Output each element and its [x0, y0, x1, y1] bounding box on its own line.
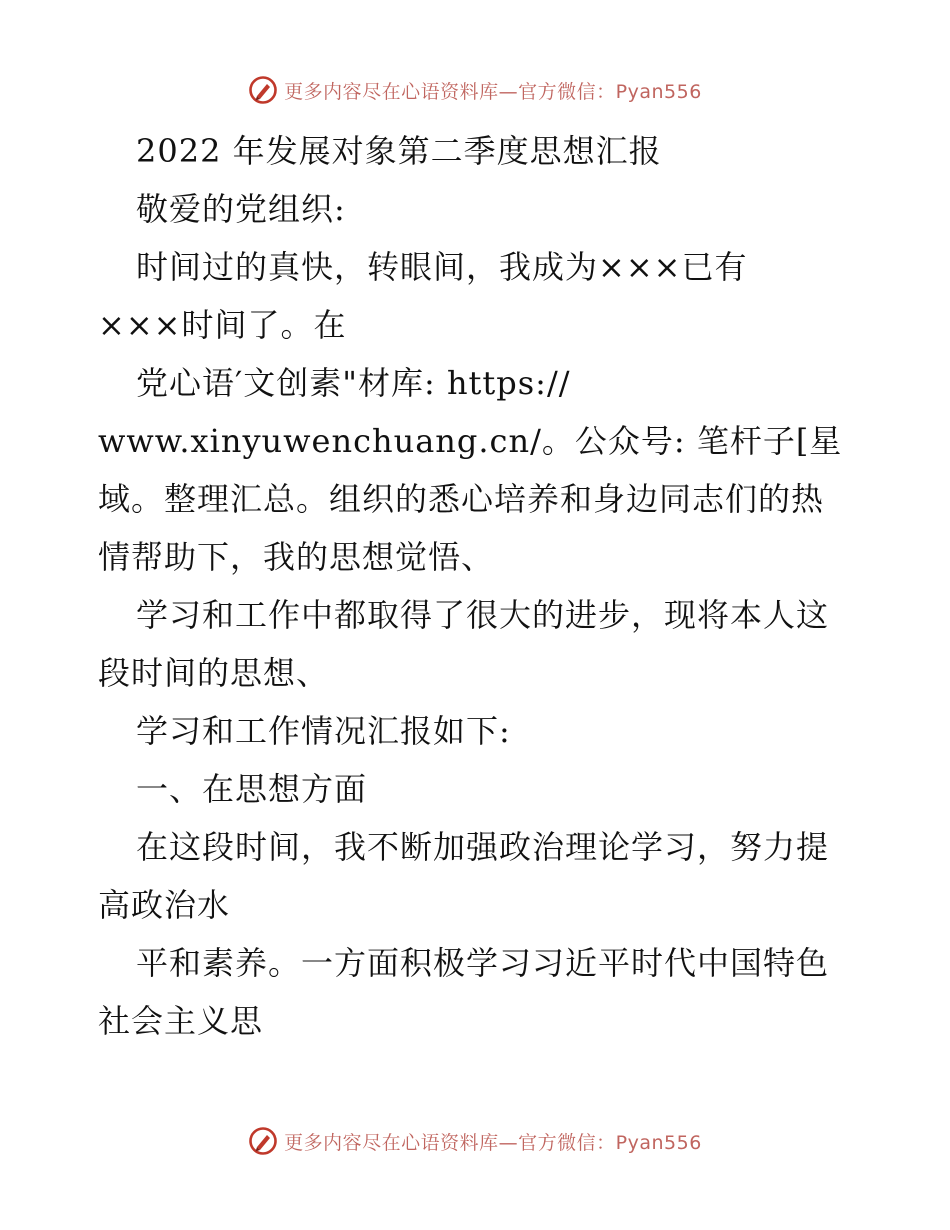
paragraph-line: www.xinyuwenchuang.cn/。公众号: 笔杆子[星 — [98, 422, 843, 460]
paragraph-line: 段时间的思想、 — [98, 654, 330, 692]
paragraph-line: 域。整理汇总。组织的悉心培养和身边同志们的热 — [98, 480, 825, 518]
footer-banner — [0, 1121, 950, 1161]
header-banner — [0, 70, 950, 110]
document-body — [98, 122, 858, 1050]
paragraph-line: 情帮助下，我的思想觉悟、 — [98, 538, 495, 576]
document-title: 2022 年发展对象第二季度思想汇报 — [136, 132, 662, 170]
paragraph-line: 高政治水 — [98, 886, 231, 924]
red-circle-pen-logo-icon — [248, 1126, 278, 1156]
red-circle-pen-logo-icon — [248, 75, 278, 105]
paragraph-line: ×××时间了。在 — [98, 306, 347, 344]
paragraph-line: 平和素养。一方面积极学习习近平时代中国特色 — [136, 944, 830, 982]
banner-text: 更多内容尽在心语资料库—官方微信：Pyan556 — [284, 80, 702, 103]
paragraph-line: 在这段时间，我不断加强政治理论学习，努力提 — [136, 828, 830, 866]
paragraph-line: 时间过的真快，转眼间，我成为×××已有 — [136, 248, 748, 286]
banner-text: 更多内容尽在心语资料库—官方微信：Pyan556 — [284, 1131, 702, 1154]
paragraph-line: 社会主义思 — [98, 1002, 264, 1040]
salutation: 敬爱的党组织: — [136, 190, 346, 228]
paragraph-line: 学习和工作中都取得了很大的进步，现将本人这 — [136, 596, 830, 634]
paragraph-line: 党心语′文创素"材库: https:// — [136, 364, 571, 402]
section-heading: 一、在思想方面 — [136, 770, 368, 808]
paragraph-line: 学习和工作情况汇报如下: — [136, 712, 511, 750]
